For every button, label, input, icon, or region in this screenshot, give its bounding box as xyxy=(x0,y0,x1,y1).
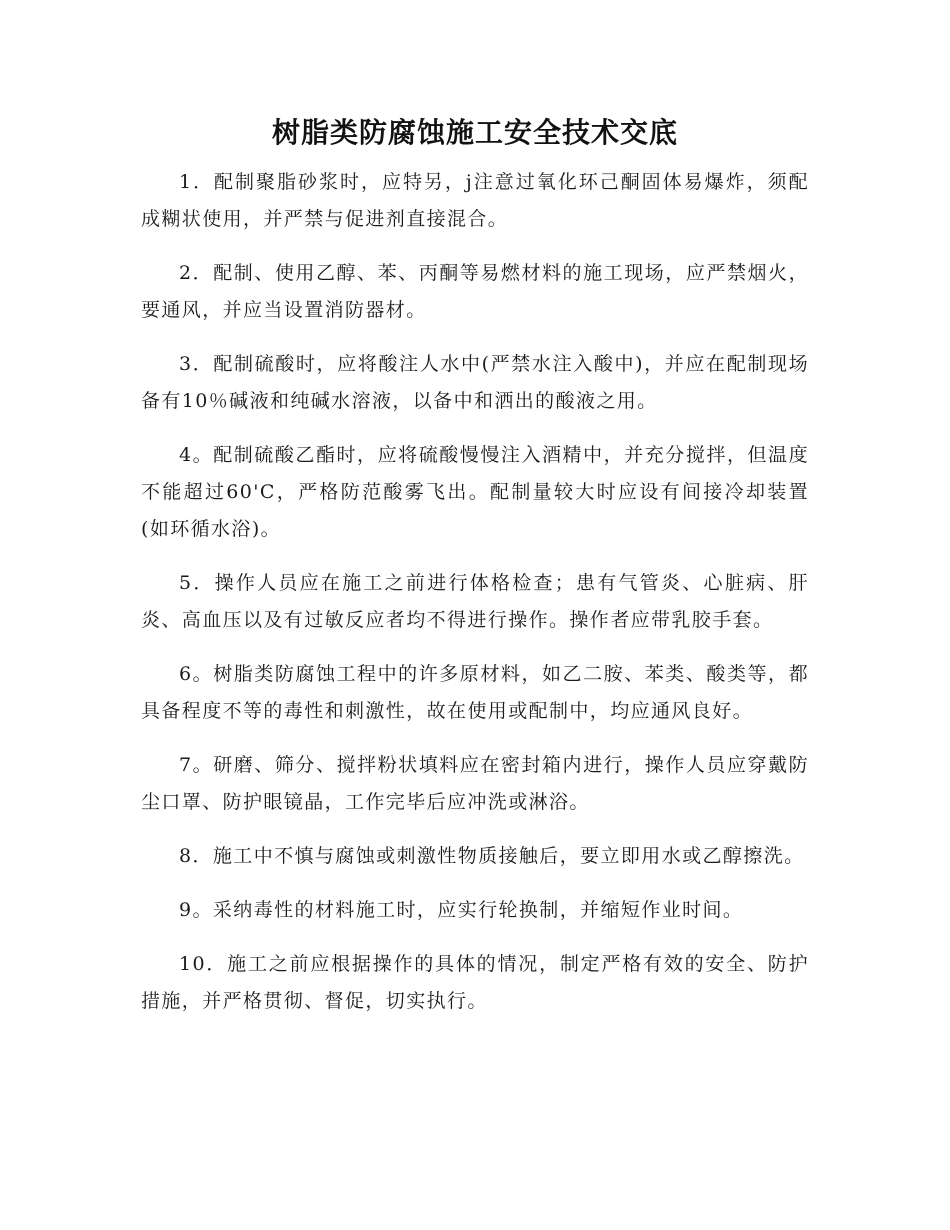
document-title: 树脂类防腐蚀施工安全技术交底 xyxy=(271,116,678,149)
paragraph-7: 7。研磨、筛分、搅拌粉状填料应在密封箱内进行，操作人员应穿戴防尘口罩、防护眼镜晶，工作完毕后应冲洗或淋浴。 xyxy=(141,754,809,813)
paragraph-9: 9。采纳毒性的材料施工时，应实行轮换制，并缩短作业时间。 xyxy=(179,899,744,921)
paragraph-8: 8．施工中不慎与腐蚀或刺激性物质接触后，要立即用水或乙醇擦洗。 xyxy=(179,845,805,867)
document-body xyxy=(141,164,809,1037)
paragraph-6: 6。树脂类防腐蚀工程中的许多原材料，如乙二胺、苯类、酸类等，都具备程度不等的毒性和刺激性，故在使用或配制中，均应通风良好。 xyxy=(141,663,809,722)
paragraph-5: 5．操作人员应在施工之前进行体格检查；患有气管炎、心脏病、肝炎、高血压以及有过敏反应者均不得进行操作。操作者应带乳胶手套。 xyxy=(141,572,809,631)
paragraph-2: 2．配制、使用乙醇、苯、丙酮等易燃材料的施工现场，应严禁烟火，要通风，并应当设置消防器材。 xyxy=(141,262,809,321)
paragraph-1: 1．配制聚脂砂浆时，应特另，j注意过氧化环己酮固体易爆炸，须配成糊状使用，并严禁与促进剂直接混合。 xyxy=(141,171,809,230)
paragraph-3: 3．配制硫酸时，应将酸注人水中(严禁水注入酸中)，并应在配制现场备有10％碱液和纯碱水溶液，以备中和洒出的酸液之用。 xyxy=(141,353,809,412)
paragraph-4: 4。配制硫酸乙酯时，应将硫酸慢慢注入酒精中，并充分搅拌，但温度不能超过60'C，严格防范酸雾飞出。配制量较大时应设有间接冷却装置(如环循水浴)。 xyxy=(141,444,809,540)
paragraph-10: 10．施工之前应根据操作的具体的情况，制定严格有效的安全、防护措施，并严格贯彻、督促，切实执行。 xyxy=(141,953,809,1012)
